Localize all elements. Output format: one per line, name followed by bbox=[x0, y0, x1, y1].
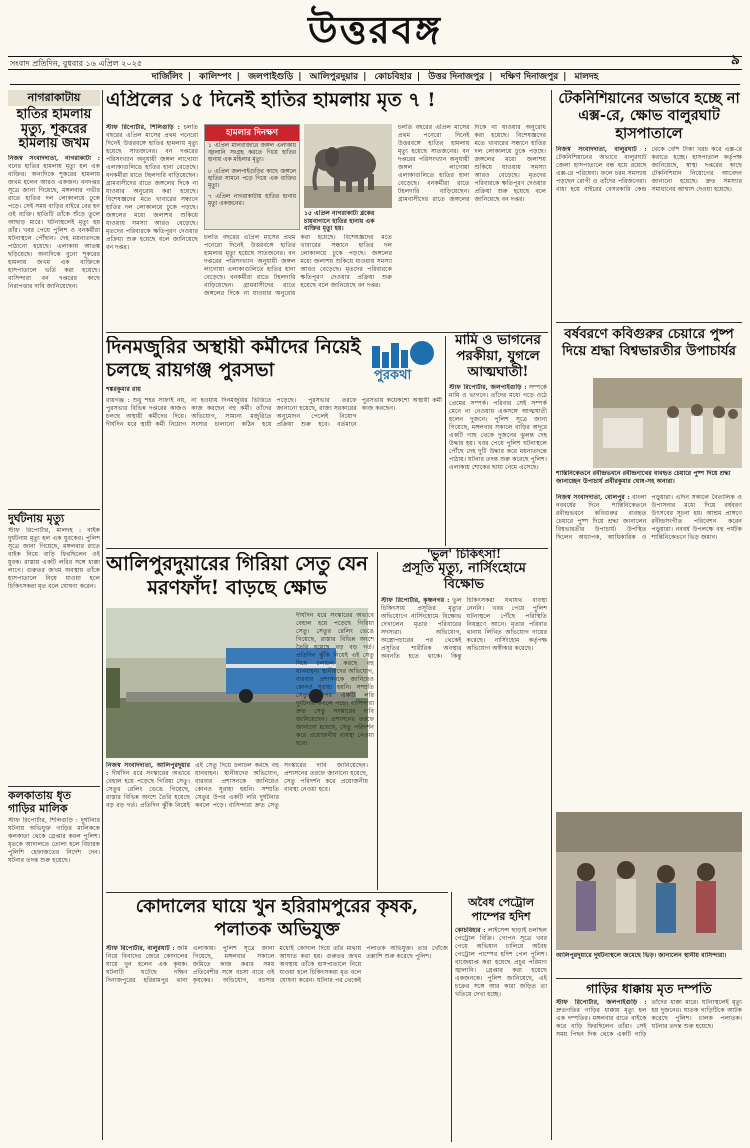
petrol-byline: কোচবিহার : bbox=[455, 926, 486, 934]
left-body-3: স্টাফ রিপোর্টার, শিলিগুড়ি : দুর্ঘটনার ঘটনায় অভিযুক্ত গাড়ির মালিককে কলকাতা থেকে গ্রেপ্তার করল পুলিশ। ধৃতকে আদালতে তোলা হলে বিচারক পুলিশি হেফাজতের নির্দেশ দেন। ঘটনার তদন্ত শুরু হয়েছে। bbox=[8, 816, 100, 864]
xray-byline: নিজস্ব সংবাদদাতা, বালুরঘাট : bbox=[556, 146, 647, 154]
masthead-title: উত্তরবঙ্গ bbox=[307, 7, 443, 52]
petrol-body bbox=[455, 927, 547, 1127]
timeline-box-title: হামলার দিনক্ষণ bbox=[205, 125, 299, 141]
timeline-item: ৭ এপ্রিল নাগরাকাটায় হাতির হানায় মৃত্যু একজনের। bbox=[208, 194, 296, 208]
column-rule bbox=[445, 336, 446, 546]
section-rule bbox=[106, 892, 448, 893]
left-headline: হাতির হামলায় মৃত্যু, শূকরের bbox=[16, 107, 92, 137]
elephant-photo bbox=[304, 124, 392, 208]
mami-body bbox=[449, 384, 547, 504]
crowd-photo-caption: আলিপুরদুয়ারে দুর্ঘটনাস্থলে জমেছে ভিড়। জানালেন স্থানীয় বাসিন্দারা। bbox=[556, 952, 727, 959]
xray-body bbox=[556, 146, 742, 316]
left-headline-4: কলকাতায় ধৃত গাড়ির মালিক bbox=[8, 786, 100, 815]
elephant-illustration bbox=[304, 124, 392, 208]
bhul-body bbox=[381, 597, 547, 857]
left-column bbox=[8, 90, 100, 1140]
kodal-headline: কোদালের ঘায়ে খুন হরিরামপুরের কৃষক, পলাতক অভিযুক্ত bbox=[135, 896, 419, 940]
kobiguru-headline-box bbox=[556, 326, 742, 378]
purakatha-logo bbox=[370, 340, 440, 384]
column-rule bbox=[551, 90, 552, 1140]
mami-body-text: সম্পর্কে মামি ও ভাগনে। তাঁদের মধ্যে গড়ে ওঠে প্রেমের সম্পর্ক। পরিবার সেই সম্পর্ক মেনে না নেওয়ায় একসঙ্গে আত্মঘাতী হলেন দুজনে। পুলিশ সূত্রে জানা গিয়েছে, মঙ্গলবার সকালে বাড়ির অদূরে একটি গাছ থেকে দুজনের ঝুলন্ত দেহ উদ্ধার হয়। খবর পেয়ে পুলিশ ঘটনাস্থলে পৌঁছে দেহ দুটি উদ্ধার করে ময়নাতদন্তে পাঠায়। ঘটনার তদন্ত শুরু করেছে পুলিশ। এলাকায় শোকের ছায়া নেমে এসেছে। bbox=[449, 383, 547, 471]
bhul-kicker: 'ভুল' চিকিৎসা! bbox=[426, 548, 502, 561]
bhul-byline: স্টাফ রিপোর্টার, কৃষ্ণনগর : bbox=[381, 596, 450, 604]
purasabha-body: রায়গঞ্জ : শুধু শহর সাফাই নয়, পুরসভার বিভিন্ন দপ্তরের কাজও চলছে অস্থায়ী কর্মীদের দিয়ে। দীর্ঘদিন ধরে স্থায়ী কর্মী নিয়োগ না হওয়ায় দিনমজুরির ভিত্তিতে কাজ করছেন বহু কর্মী। তাঁদের অভিযোগ, সামান্য মজুরিতে সংসার চালানো কঠিন হয়ে পড়েছে। পুরসভার তরফে জানানো হয়েছে, রাজ্য সরকারের অনুমোদন পেলেই নিয়োগ প্রক্রিয়া শুরু হবে। বর্তমানে পুরসভায় কয়েকশো অস্থায়ী কর্মী কাজ করছেন। bbox=[106, 396, 442, 428]
lead-story bbox=[106, 90, 548, 330]
kodal-body-text: জমি নিয়ে বিবাদের জেরে কোদালের ঘায়ে খুন হলেন এক কৃষক। ঘটনাটি ঘটেছে দক্ষিণ দিনাজপুরের হরিরামপুর থানা এলাকায়। পুলিশ সূত্রে জানা গিয়েছে, মঙ্গলবার সকালে জমিতে কাজ করার সময় প্রতিবেশীর সঙ্গে বচসা বাধে ওই কৃষকের। অভিযোগ, বচসার মধ্যেই কোদাল দিয়ে তাঁর মাথায় আঘাত করা হয়। গুরুতর জখম অবস্থায় তাঁকে হাসপাতালে নিয়ে যাওয়া হলে চিকিৎসকরা মৃত বলে ঘোষণা করেন। ঘটনার পর থেকেই পলাতক অভিযুক্ত। তার খোঁজে তল্লাশি শুরু করেছে পুলিশ। bbox=[106, 945, 448, 984]
timeline-item: ৮ এপ্রিল জলপাইগুড়ির কাছে জঙ্গলে হাতির সামনে পড়ে গিয়ে এক ব্যক্তির মৃত্যু। bbox=[208, 168, 296, 190]
district-item: জলপাইগুড়ি bbox=[248, 72, 294, 82]
page-number: ৯ bbox=[730, 52, 740, 68]
mami-byline: স্টাফ রিপোর্টার, জলপাইগুড়ি : bbox=[449, 383, 527, 391]
xray-body-text: টেকনিশিয়ানের অভাবে বালুরঘাট জেলা হাসপাতালে বন্ধ হয়ে রয়েছে এক্স-রে পরিষেবা। ফলে চরম সমস্যায় পড়ছেন রোগী ও তাঁদের পরিজনেরা। বাধ্য হয়ে বাইরের বেসরকারি কেন্দ্র থেকে বেশি টাকা খরচ করে এক্স-রে করাতে হচ্ছে। হাসপাতাল কর্তৃপক্ষ জানিয়েছে, স্বাস্থ্য দপ্তরের কাছে টেকনিশিয়ান নিয়োগের আবেদন জানানো হয়েছে। দ্রুত সমস্যার সমাধানের আশ্বাস দেওয়া হয়েছে। bbox=[556, 146, 742, 194]
kobiguru-body-text: বাংলা নববর্ষের দিনে শান্তিনিকেতনে রবীন্দ্রভবনে কবিগুরুর ব্যবহৃত চেয়ারে পুষ্প দিয়ে শ্রদ্ধা জানালেন বিশ্বভারতীর উপাচার্য। উপস্থিত ছিলেন অধ্যাপক, আধিকারিক ও পড়ুয়ারা। এদিন সকালে বৈতালিক ও উপাসনার মধ্যে দিয়ে বর্ষবরণ উৎসবের সূচনা হয়। আশ্রম প্রাঙ্গণে রবীন্দ্রসংগীত পরিবেশন করেন পড়ুয়ারা। নববর্ষ উপলক্ষে বহু পর্যটক শান্তিনিকেতনে ভিড় জমান। bbox=[556, 494, 742, 541]
giriya-headline: আলিপুরদুয়ারের গিরিয়া সেতু যেন মরণফাঁদ! বাড়ছে ক্ষোভ bbox=[106, 552, 368, 600]
date-line: সংবাদ প্রতিদিন, বুধবার ১৬ এপ্রিল ২০২৫ bbox=[10, 59, 143, 68]
kobiguru-photo bbox=[593, 378, 742, 468]
district-item: মালদহ bbox=[574, 72, 599, 82]
section-rule bbox=[556, 978, 742, 979]
kodal-story bbox=[106, 896, 448, 1142]
lead-headline: এপ্রিলের ১৫ দিনেই হাতির হামলায় মৃত ৭ ! bbox=[106, 90, 436, 111]
xray-story bbox=[556, 90, 742, 320]
left-byline: নিজস্ব সংবাদদাতা, নাগরাকাটা : bbox=[8, 154, 100, 162]
gari-body bbox=[556, 999, 742, 1129]
bhul-headline: প্রসূতি মৃত্যু, নার্সিংহোমে বিক্ষোভ bbox=[402, 561, 526, 593]
left-article-body bbox=[8, 155, 100, 505]
elephant-photo-caption: ১৫ এপ্রিল নাগরাকাটা ব্লকের চায়বাগানে হাতির হানায় এক ব্যক্তির মৃত্যু হয়। bbox=[304, 210, 375, 232]
left-headline-3: দুর্ঘটনায় মৃত্যু bbox=[8, 509, 100, 525]
giriya-byline: নিজস্ব সংবাদদাতা, আলিপুরদুয়ার : bbox=[106, 762, 190, 777]
district-item: কালিম্পং bbox=[199, 72, 232, 82]
masthead bbox=[8, 4, 742, 56]
district-item: উত্তর দিনাজপুর bbox=[428, 72, 485, 82]
left-headline-2: হামলায় জখম bbox=[18, 136, 90, 152]
timeline-box bbox=[204, 124, 300, 230]
purasabha-headline: দিনমজুরির অস্থায়ী কর্মীদের নিয়েই চলছে রায়গঞ্জ পুরসভা bbox=[106, 336, 361, 381]
lead-body-text: চলতি বছরের এপ্রিল মাসের প্রথম পনেরো দিনেই উত্তরবঙ্গে হাতির হামলায় মৃত্যু হয়েছে সাতজনের। বন দপ্তরের পরিসংখ্যান অনুযায়ী জঙ্গল লাগোয়া এলাকাগুলিতে হাতির হানা বেড়েছে। বনকর্মীরা রাতে টহলদারি বাড়িয়েছেন। গ্রামবাসীদের রাতে জঙ্গলের দিকে না যাওয়ার অনুরোধ করা হয়েছে। বিশেষজ্ঞদের মতে খাবারের সন্ধানে হাতির দল লোকালয়ে ঢুকে পড়ছে। জঙ্গলের মধ্যে জলাশয় শুকিয়ে যাওয়ায় সমস্যা আরও বেড়েছে। মৃতদের পরিবারকে ক্ষতিপূরণ দেওয়ার প্রক্রিয়া শুরু হয়েছে বলে জানিয়েছে বন দপ্তর। bbox=[106, 124, 198, 251]
bhul-body-text: ভুল চিকিৎসায় প্রসূতির মৃত্যুর অভিযোগে নার্সিংহোমে বিক্ষোভ দেখালেন মৃতার পরিবারের সদস্যরা। অভিযোগ, অস্ত্রোপচারের পর থেকেই প্রসূতির শারীরিক অবস্থার অবনতি হতে থাকে। কিন্তু চিকিৎসকরা যথাযথ ব্যবস্থা নেননি। খবর পেয়ে পুলিশ ঘটনাস্থলে পৌঁছে পরিস্থিতি নিয়ন্ত্রণে আনে। মৃতার পরিবার থানায় লিখিত অভিযোগ দায়ের করেছে। নার্সিংহোম কর্তৃপক্ষ অভিযোগ অস্বীকার করেছে। bbox=[381, 596, 547, 660]
column-rule bbox=[102, 90, 103, 1140]
gari-byline: স্টাফ রিপোর্টার, জলপাইগুড়ি : bbox=[556, 999, 647, 1006]
district-item: আলিপুরদুয়ার bbox=[309, 72, 359, 82]
kobiguru-byline: নিজস্ব সংবাদদাতা, বোলপুর : bbox=[556, 494, 630, 501]
purasabha-story bbox=[106, 336, 442, 546]
giriya-body-col4: দীর্ঘদিন ধরে সংস্কারের অভাবে বেহাল হয়ে পড়েছে গিরিয়া সেতু। সেতুর রেলিং ভেঙে গিয়েছে, রাস্তার বিভিন্ন অংশে তৈরি হয়েছে বড় বড় গর্ত। প্রতিদিন ঝুঁকি নিয়েই এই সেতু দিয়ে চলাচল করছে বহু যানবাহন। স্থানীয়দের অভিযোগ, বারবার প্রশাসনকে জানিয়েও কোনও সুরাহা হয়নি। সম্প্রতি সেতুর উপর একটি লরি দুর্ঘটনার কবলে পড়ে। বাসিন্দারা দ্রুত সেতু সংস্কারের দাবি জানিয়েছেন। প্রশাসনের তরফে জানানো হয়েছে, সেতু পরিদর্শন করে প্রয়োজনীয় ব্যবস্থা নেওয়া হবে। bbox=[296, 612, 374, 747]
purakatha-logo-text: পুরকথা bbox=[374, 368, 412, 383]
ceremony-photo-illustration bbox=[593, 378, 742, 468]
bhul-story bbox=[381, 548, 547, 888]
left-body-2: স্টাফ রিপোর্টার, মালদহ : বাইক দুর্ঘটনায় মৃত্যু হল এক যুবকের। পুলিশ সূত্রে জানা গিয়েছে, মঙ্গলবার রাতে বাইক নিয়ে বাড়ি ফিরছিলেন ওই যুবক। রাস্তায় একটি লরির সঙ্গে ধাক্কা লাগে। গুরুতর জখম অবস্থায় তাঁকে হাসপাতালে নিয়ে যাওয়া হলে চিকিৎসকরা মৃত বলে ঘোষণা করেন। bbox=[8, 527, 100, 591]
left-body-text: বনের হাতির হামলায় মৃত্যু হল এক ব্যক্তির। অন্যদিকে শূকরের হামলায় জখম হলেন আরও একজন। বনদপ্তর সূত্রে জানা গিয়েছে, মঙ্গলবার গভীর রাতে হাতির দল লোকালয়ে ঢুকে পড়ে। সেই সময় বাড়ির বাইরে বের হন ওই ব্যক্তি। হাতিটি তাঁকে শুঁড়ে তুলে আছাড় মারে। ঘটনাস্থলেই মৃত্যু হয় তাঁর। খবর পেয়ে পুলিশ ও বনকর্মীরা ঘটনাস্থলে পৌঁছান। দেহ ময়নাতদন্তে পাঠানো হয়েছে। এলাকায় আতঙ্ক ছড়িয়েছে। অন্যদিকে বুনো শূকরের হামলায় জখম এক ব্যক্তিকে হাসপাতালে ভর্তি করা হয়েছে। বাসিন্দারা বন দপ্তরের কাছে নিরাপত্তার দাবি জানিয়েছেন। bbox=[8, 162, 100, 290]
mami-headline: মামি ও ভাগনের পরকীয়া, যুগলে আত্মঘাতী! bbox=[455, 332, 541, 381]
giriya-body-text: দীর্ঘদিন ধরে সংস্কারের অভাবে বেহাল হয়ে পড়েছে গিরিয়া সেতু। সেতুর রেলিং ভেঙে গিয়েছে, রাস্তার বিভিন্ন অংশে তৈরি হয়েছে বড় বড় গর্ত। প্রতিদিন ঝুঁকি নিয়েই এই সেতু দিয়ে চলাচল করছে বহু যানবাহন। স্থানীয়দের অভিযোগ, বারবার প্রশাসনকে জানিয়েও কোনও সুরাহা হয়নি। সম্প্রতি সেতুর উপর একটি লরি দুর্ঘটনার কবলে পড়ে। বাসিন্দারা দ্রুত সেতু সংস্কারের দাবি জানিয়েছেন। প্রশাসনের তরফে জানানো হয়েছে, সেতু পরিদর্শন করে প্রয়োজনীয় ব্যবস্থা নেওয়া হবে। bbox=[106, 762, 368, 809]
left-kicker: নাগরাকাটায় bbox=[8, 90, 100, 106]
section-rule bbox=[556, 322, 742, 323]
lead-body-col2: চলতি বছরের এপ্রিল মাসের প্রথম পনেরো দিনেই উত্তরবঙ্গে হাতির হামলায় মৃত্যু হয়েছে সাতজনের। বন দপ্তরের পরিসংখ্যান অনুযায়ী জঙ্গল লাগোয়া এলাকাগুলিতে হাতির হানা বেড়েছে। বনকর্মীরা রাতে টহলদারি বাড়িয়েছেন। গ্রামবাসীদের রাতে জঙ্গলের দিকে না যাওয়ার অনুরোধ করা হয়েছে। বিশেষজ্ঞদের মতে খাবারের সন্ধানে হাতির দল লোকালয়ে ঢুকে পড়ছে। জঙ্গলের মধ্যে জলাশয় শুকিয়ে যাওয়ায় সমস্যা আরও বেড়েছে। মৃতদের পরিবারকে ক্ষতিপূরণ দেওয়ার প্রক্রিয়া শুরু হয়েছে বলে জানিয়েছে বন দপ্তর। bbox=[204, 234, 392, 297]
crowd-photo-illustration bbox=[556, 812, 742, 950]
district-item: দার্জিলিং bbox=[151, 72, 183, 82]
kobiguru-photo-caption: শান্তিনিকেতনে রবীন্দ্রভবনে রবীন্দ্রনাথের ব্যবহৃত চেয়ারে পুষ্প দিয়ে শ্রদ্ধা জানাচ্ছেন উপাচার্য প্রবীরকুমার ঘোষ-সহ অন্যরা। bbox=[556, 470, 731, 485]
crowd-photo bbox=[556, 812, 742, 950]
xray-headline: টেকনিশিয়ানের অভাবে হচ্ছে না এক্স-রে, ক্ষোভ বালুরঘাট হাসপাতালে bbox=[558, 90, 740, 142]
lead-body-col3: চলতি বছরের এপ্রিল মাসের প্রথম পনেরো দিনেই উত্তরবঙ্গে হাতির হামলায় মৃত্যু হয়েছে সাতজনের। বন দপ্তরের পরিসংখ্যান অনুযায়ী জঙ্গল লাগোয়া এলাকাগুলিতে হাতির হানা বেড়েছে। বনকর্মীরা রাতে টহলদারি বাড়িয়েছেন। গ্রামবাসীদের রাতে জঙ্গলের দিকে না যাওয়ার অনুরোধ করা হয়েছে। বিশেষজ্ঞদের মতে খাবারের সন্ধানে হাতির দল লোকালয়ে ঢুকে পড়ছে। জঙ্গলের মধ্যে জলাশয় শুকিয়ে যাওয়ায় সমস্যা আরও বেড়েছে। মৃতদের পরিবারকে ক্ষতিপূরণ দেওয়ার প্রক্রিয়া শুরু হয়েছে বলে জানিয়েছে বন দপ্তর। bbox=[398, 124, 546, 203]
lead-body-col1 bbox=[106, 124, 198, 328]
date-bar bbox=[8, 52, 742, 70]
gari-body-text: দ্রুতগতির গাড়ির ধাক্কায় মৃত্যু হল এক দম্পতির। মঙ্গলবার রাতে বাইকে করে বাড়ি ফিরছিলেন তাঁরা। সেই সময় পিছন দিক থেকে একটি গাড়ি তাঁদের ধাক্কা মারে। ঘটনাস্থলেই মৃত্যু হয় দুজনের। ঘাতক গাড়িটিকে আটক করেছে পুলিশ। চালক পলাতক। ঘটনার তদন্ত শুরু হয়েছে। bbox=[556, 999, 742, 1038]
purasabha-byline: শঙ্করকুমার রায় bbox=[106, 385, 141, 393]
district-item: কোচবিহার bbox=[374, 72, 412, 82]
petrol-story bbox=[455, 896, 547, 1142]
petrol-body-text: লাইসেন্স ছাড়াই চলছিল পেট্রোল বিক্রি। গোপন সূত্রে খবর পেয়ে অভিযান চালিয়ে অবৈধ পেট্রোল পাম্পের হদিশ পেল পুলিশ। বাজেয়াপ্ত করা হয়েছে প্রচুর পরিমাণ জ্বালানি। গ্রেপ্তার করা হয়েছে একজনকে। পুলিশ জানিয়েছে, এই চক্রের সঙ্গে আর কারা জড়িত তা খতিয়ে দেখা হচ্ছে। bbox=[455, 926, 547, 998]
petrol-headline: অবৈধ পেট্রোল পাম্পের হদিশ bbox=[468, 896, 534, 923]
column-rule bbox=[377, 552, 378, 890]
kobiguru-headline: বর্ষবরণে কবিগুরুর চেয়ারে পুষ্প দিয়ে শ্রদ্ধা বিশ্বভারতীর উপাচার্যর bbox=[562, 326, 736, 359]
column-rule bbox=[451, 892, 452, 1142]
lead-byline: স্টাফ রিপোর্টার, শিলিগুড়ি : bbox=[106, 124, 180, 131]
timeline-item: ১ এপ্রিল মালবাজারে জঙ্গল এলাকায় জ্বালানি সংগ্রহ করতে গিয়ে হাতির হানায় এক মহিলার মৃত্যু। bbox=[208, 143, 296, 164]
mami-story bbox=[449, 332, 547, 544]
kobiguru-body bbox=[556, 494, 742, 809]
kodal-byline: স্টাফ রিপোর্টার, বালুরঘাট : bbox=[106, 945, 175, 952]
gari-story bbox=[556, 982, 742, 1142]
district-strip: দার্জিলিং | কালিম্পং | জলপাইগুড়ি | আলিপুরদুয়ার | কোচবিহার | উত্তর দিনাজপুর | দক্ষিণ দিনাজপুর | মালদহ bbox=[10, 71, 740, 85]
kodal-body bbox=[106, 945, 448, 1131]
district-item: দক্ষিণ দিনাজপুর bbox=[500, 72, 559, 82]
gari-headline: গাড়ির ধাক্কায় মৃত দম্পতি bbox=[586, 982, 712, 996]
